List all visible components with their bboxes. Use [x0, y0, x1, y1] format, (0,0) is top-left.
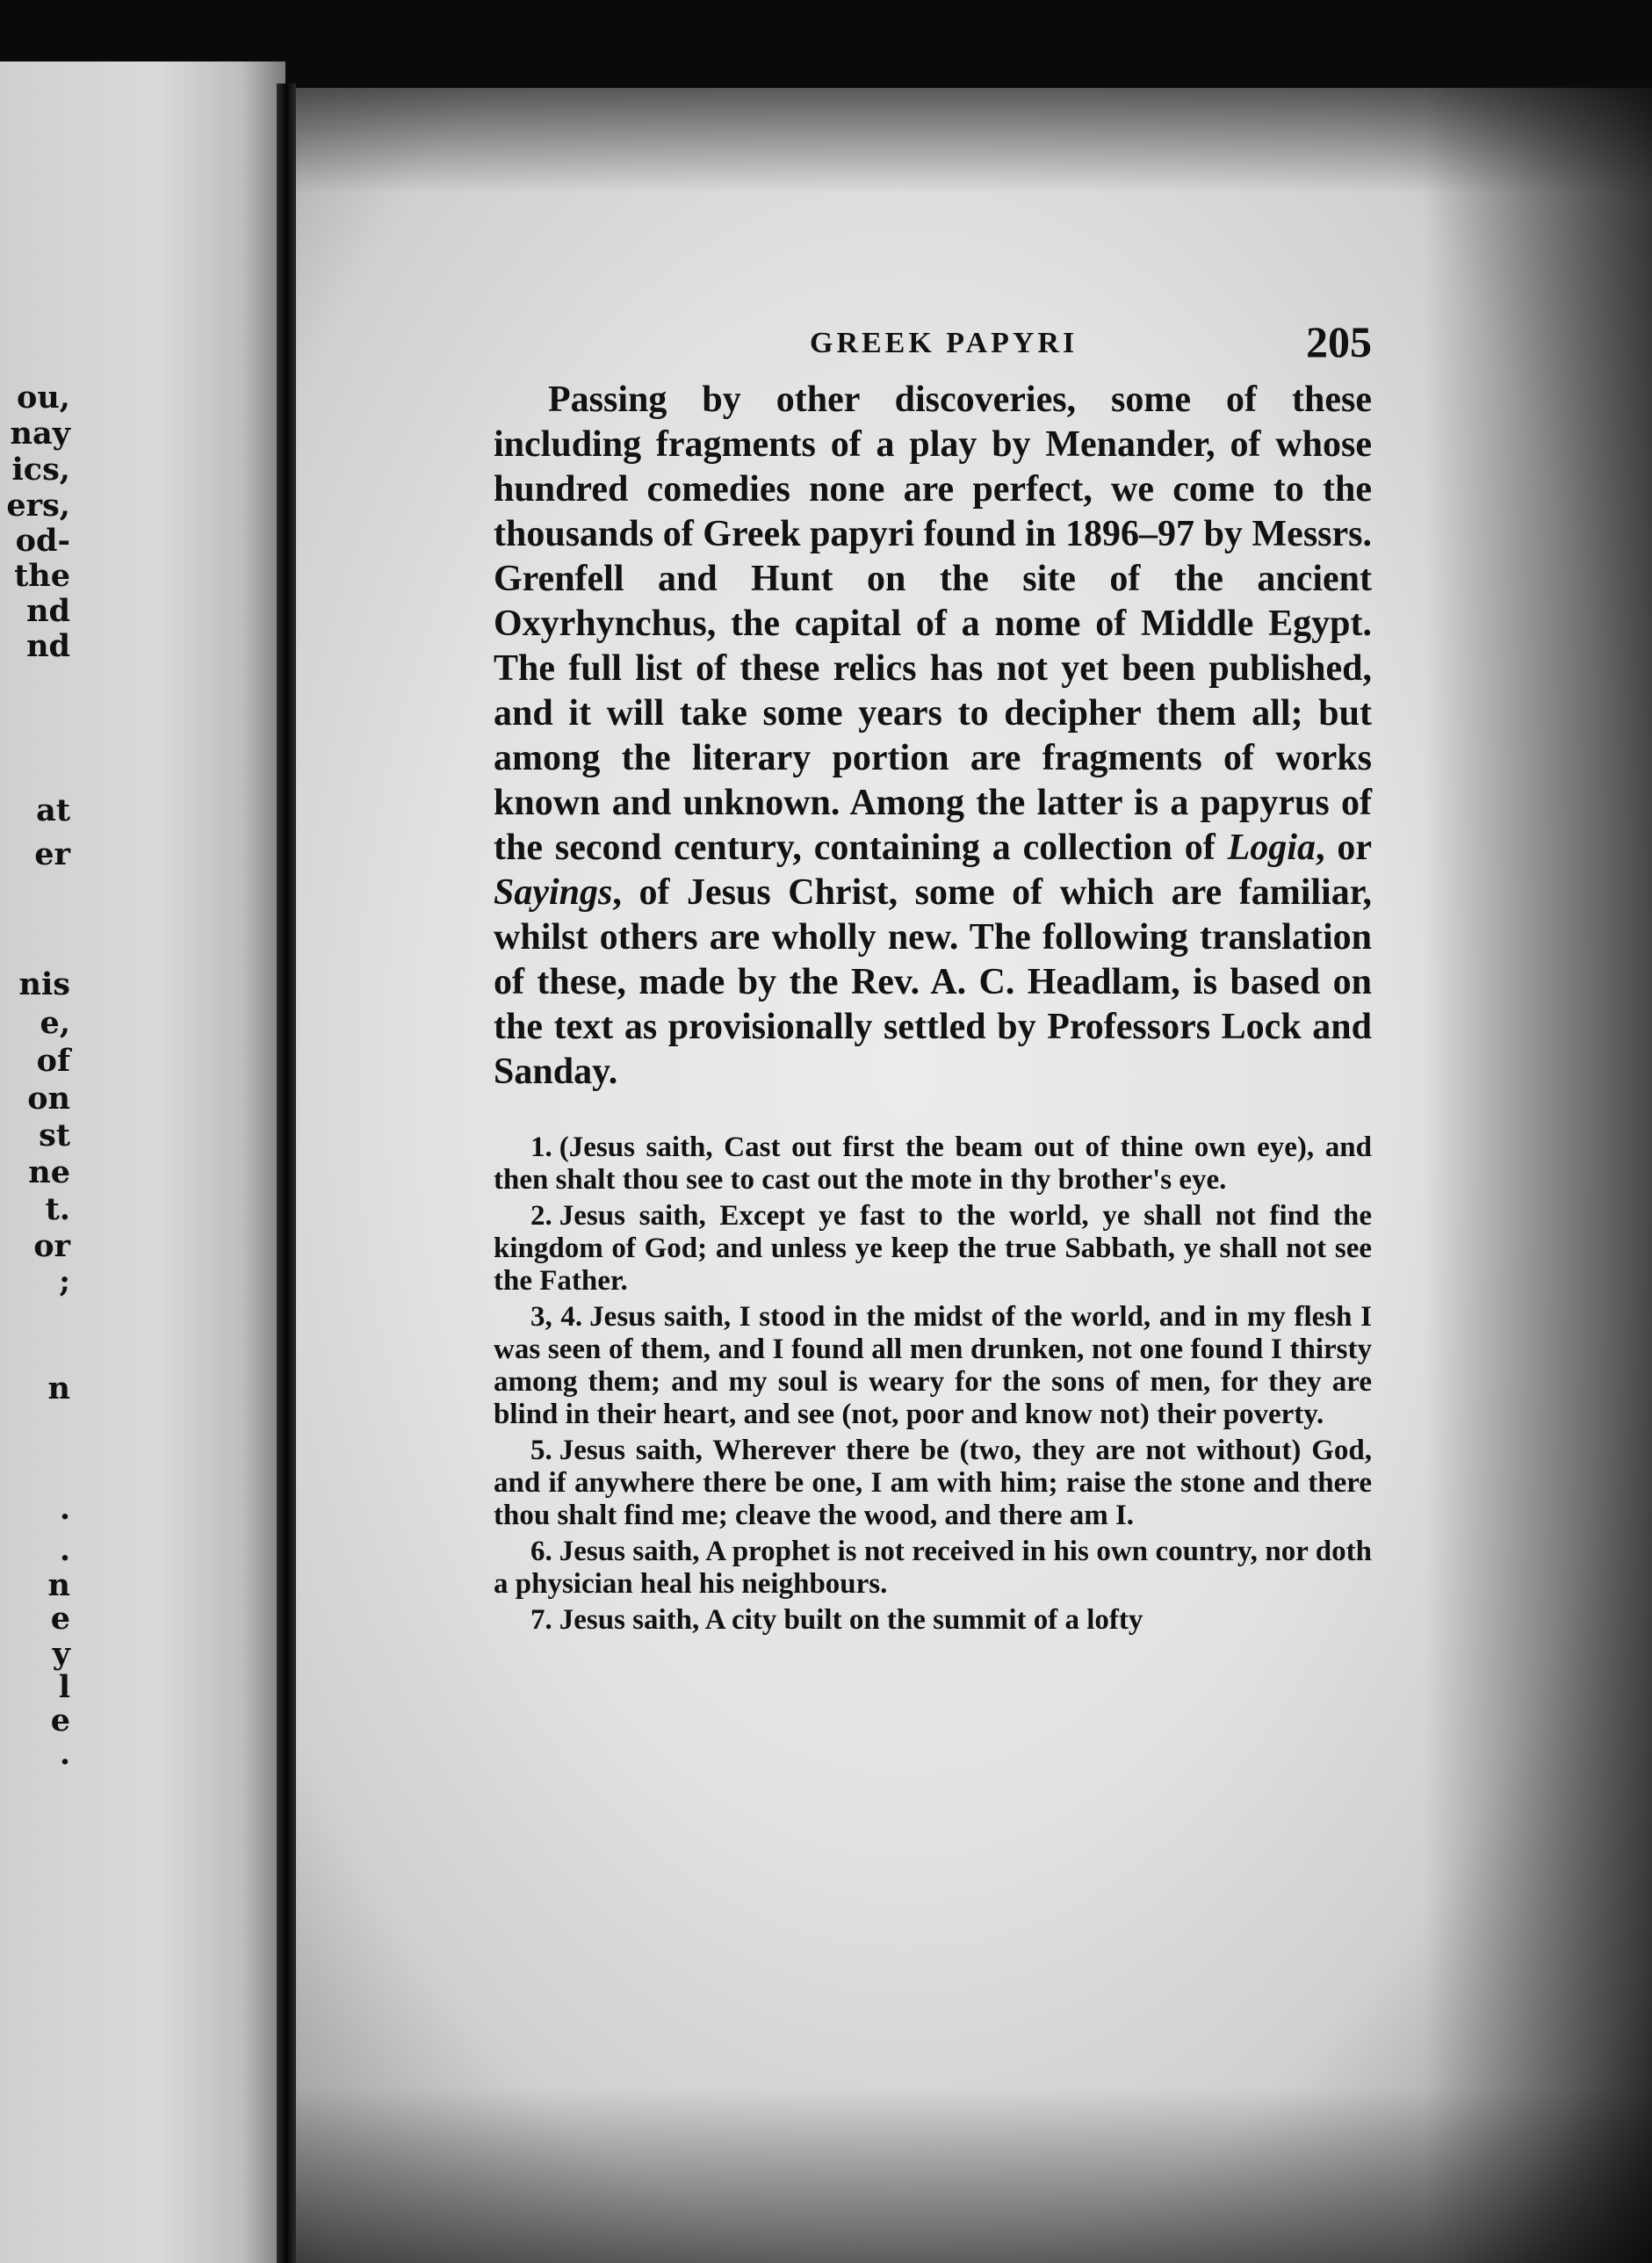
- left-fragment-7: nd: [26, 593, 70, 629]
- left-fragment-12: e,: [40, 1005, 70, 1041]
- logia-term: Logia: [1227, 828, 1316, 868]
- left-fragment-27: e: [50, 1703, 70, 1739]
- left-fragment-5: od-: [15, 523, 70, 559]
- left-fragment-24: e: [50, 1601, 70, 1637]
- saying-item: [494, 1301, 1372, 1431]
- left-fragment-14: on: [27, 1081, 70, 1117]
- left-fragment-23: n: [47, 1567, 70, 1603]
- saying-number: 7.: [530, 1604, 552, 1636]
- left-fragment-26: l: [58, 1669, 70, 1705]
- page-text-block: [494, 316, 1372, 1640]
- left-fragment-20: n: [47, 1370, 70, 1406]
- left-fragment-4: ers,: [6, 488, 70, 524]
- left-fragment-2: nay: [10, 416, 70, 452]
- saying-item: [494, 1200, 1372, 1298]
- saying-number: 3, 4.: [530, 1301, 583, 1333]
- left-fragment-25: y: [52, 1636, 70, 1672]
- left-fragment-21: .: [59, 1491, 70, 1527]
- left-fragment-9: at: [36, 792, 70, 828]
- sayings-term: Sayings: [494, 872, 613, 913]
- saying-text: Jesus saith, Except ye fast to the world, ye shall not find the kingdom of God; and unless ye keep the true Sabbath, ye shall not see the Father.: [494, 1200, 1372, 1297]
- page-shadow-right: [1424, 88, 1652, 2263]
- left-fragment-19: ;: [59, 1263, 70, 1299]
- left-fragment-28: .: [59, 1736, 70, 1772]
- saying-item: [494, 1536, 1372, 1601]
- saying-text: Jesus saith, Wherever there be (two, they are not without) God, and if anywhere there be one, I am with him; raise the stone and there thou shalt find me; cleave the wood, and there am I.: [494, 1435, 1372, 1531]
- saying-item: [494, 1435, 1372, 1532]
- saying-item: [494, 1604, 1372, 1637]
- main-paragraph: [494, 378, 1372, 1095]
- left-fragment-10: er: [34, 836, 70, 872]
- left-fragment-13: of: [36, 1043, 70, 1079]
- sayings-list: [494, 1132, 1372, 1637]
- left-fragment-6: the: [14, 558, 70, 594]
- page-number: 205: [1306, 317, 1372, 366]
- saying-text: Jesus saith, A prophet is not received in his own country, nor doth a physician heal his neighbours.: [494, 1536, 1372, 1600]
- left-facing-page: [0, 61, 285, 2263]
- left-fragment-11: nis: [18, 966, 70, 1002]
- left-fragment-1: ou,: [17, 380, 70, 416]
- running-head: [494, 316, 1372, 378]
- left-fragment-8: nd: [26, 628, 70, 664]
- book-gutter: [277, 83, 296, 2263]
- left-fragment-16: ne: [28, 1154, 70, 1190]
- left-fragment-22: .: [59, 1532, 70, 1568]
- saying-number: 5.: [530, 1435, 552, 1466]
- saying-text: Jesus saith, I stood in the midst of the world, and in my flesh I was seen of them, and I found all men drunken, not one found I thirsty among them; and my soul is weary for the sons of men, for they are blind in their heart, and see (not, poor and know not) their poverty.: [494, 1301, 1372, 1430]
- left-fragment-18: or: [33, 1228, 70, 1264]
- paragraph-text-3: , of Jesus Christ, some of which are familiar, whilst others are wholly new. The following translation of these, made by the Rev. A. C. Headlam, is based on the text as provisionally settled by Professors Lock and Sanday.: [494, 872, 1372, 1092]
- paragraph-text-2: , or: [1315, 828, 1372, 868]
- left-fragment-17: t.: [45, 1191, 70, 1227]
- saying-number: 6.: [530, 1536, 552, 1567]
- saying-text: (Jesus saith, Cast out first the beam out of thine own eye), and then shalt thou see to cast out the mote in thy brother's eye.: [494, 1132, 1372, 1196]
- saying-number: 1.: [530, 1132, 552, 1163]
- page-shadow-bottom: [296, 2087, 1652, 2263]
- left-fragment-15: st: [39, 1117, 70, 1153]
- saying-number: 2.: [530, 1200, 552, 1232]
- left-fragment-3: ics,: [11, 452, 70, 488]
- saying-item: [494, 1132, 1372, 1197]
- paragraph-text-1: Passing by other discoveries, some of these including fragments of a play by Menander, of whose hundred comedies none are perfect, we come to the thousands of Greek papyri found in 1896–97 by Messrs. Grenfell and Hunt on the site of the ancient Oxyrhynchus, the capital of a nome of Middle Egypt. The full list of these relics has not yet been published, and it will take some years to decipher them all; but among the literary portion are fragments of works known and unknown. Among the latter is a papyrus of the second century, containing a collection of: [494, 380, 1372, 868]
- saying-text: Jesus saith, A city built on the summit of a lofty: [559, 1604, 1143, 1636]
- running-title: GREEK PAPYRI: [810, 327, 1078, 359]
- right-page: [296, 88, 1652, 2263]
